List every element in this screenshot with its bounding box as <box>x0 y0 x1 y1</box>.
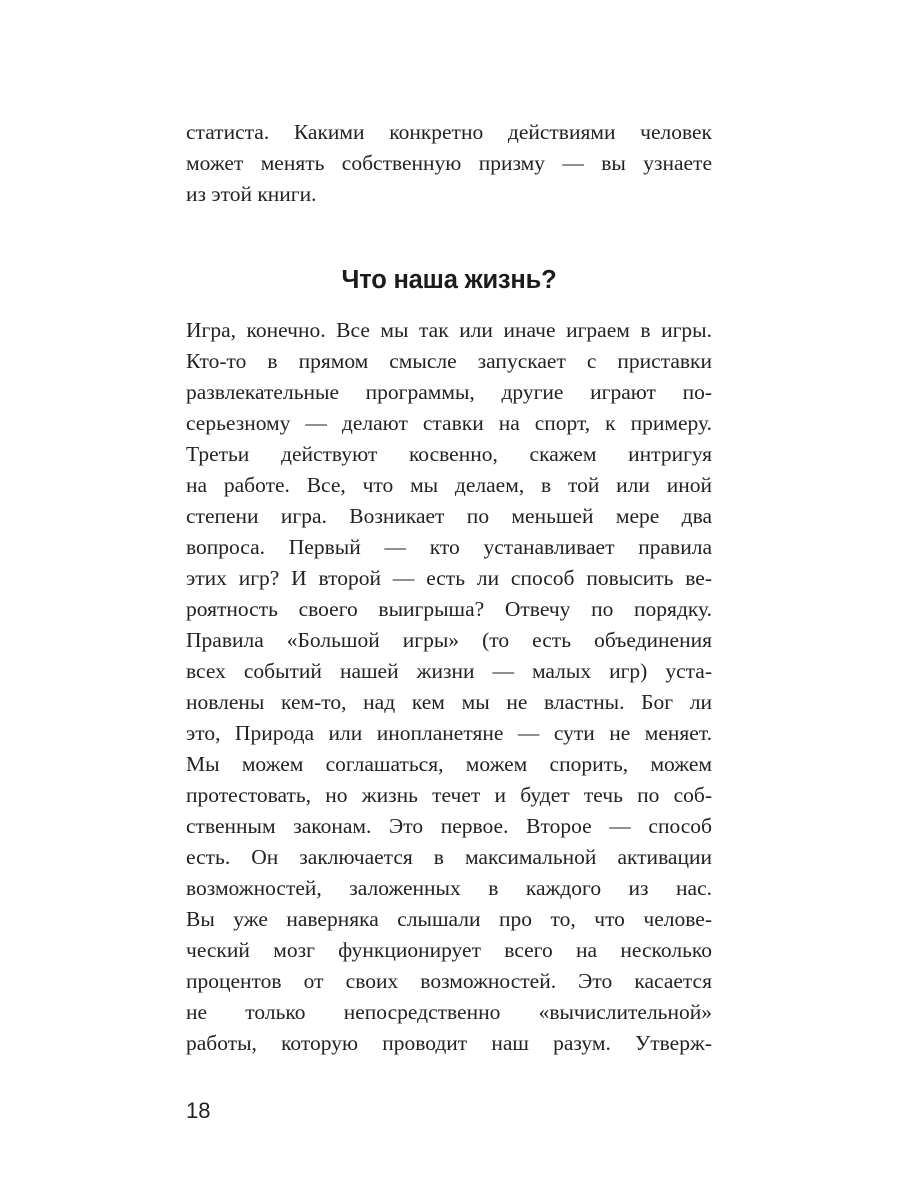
body-line: ческий мозг функционирует всего на несколько <box>186 938 712 962</box>
body-line: этих игр? И второй — есть ли способ повысить ве- <box>186 566 712 590</box>
body-line: Правила «Большой игры» (то есть объединения <box>186 628 712 652</box>
body-line: это, Природа или инопланетяне — сути не меняет. <box>186 721 712 745</box>
body-line: Третьи действуют косвенно, скажем интригуя <box>186 442 712 466</box>
body-line: протестовать, но жизнь течет и будет течь по соб- <box>186 783 712 807</box>
body-line: ственным законам. Это первое. Второе — способ <box>186 814 712 838</box>
intro-line: статиста. Какими конкретно действиями человек <box>186 120 712 144</box>
body-line: есть. Он заключается в максимальной активации <box>186 845 712 869</box>
body-line: серьезному — делают ставки на спорт, к примеру. <box>186 411 712 435</box>
body-line: Кто-то в прямом смысле запускает с приставки <box>186 349 712 373</box>
body-line: возможностей, заложенных в каждого из нас. <box>186 876 712 900</box>
section-heading: Что наша жизнь? <box>341 266 557 294</box>
body-line: новлены кем-то, над кем мы не властны. Бог ли <box>186 690 712 714</box>
body-line: процентов от своих возможностей. Это касается <box>186 969 712 993</box>
intro-line: из этой книги. <box>186 182 317 206</box>
intro-line: может менять собственную призму — вы узнаете <box>186 151 712 175</box>
page-number: 18 <box>186 1098 211 1123</box>
body-line: всех событий нашей жизни — малых игр) уста- <box>186 659 712 683</box>
body-line: на работе. Все, что мы делаем, в той или иной <box>186 473 712 497</box>
body-line: не только непосредственно «вычислительной» <box>186 1000 712 1024</box>
body-line: Игра, конечно. Все мы так или иначе играем в игры. <box>186 318 712 342</box>
body-line: Вы уже наверняка слышали про то, что челове- <box>186 907 712 931</box>
body-line: степени игра. Возникает по меньшей мере два <box>186 504 712 528</box>
body-line: Мы можем соглашаться, можем спорить, можем <box>186 752 712 776</box>
body-line: вопроса. Первый — кто устанавливает правила <box>186 535 712 559</box>
body-line: работы, которую проводит наш разум. Утверж- <box>186 1031 712 1055</box>
body-line: роятность своего выигрыша? Отвечу по порядку. <box>186 597 712 621</box>
body-line: развлекательные программы, другие играют по- <box>186 380 712 404</box>
